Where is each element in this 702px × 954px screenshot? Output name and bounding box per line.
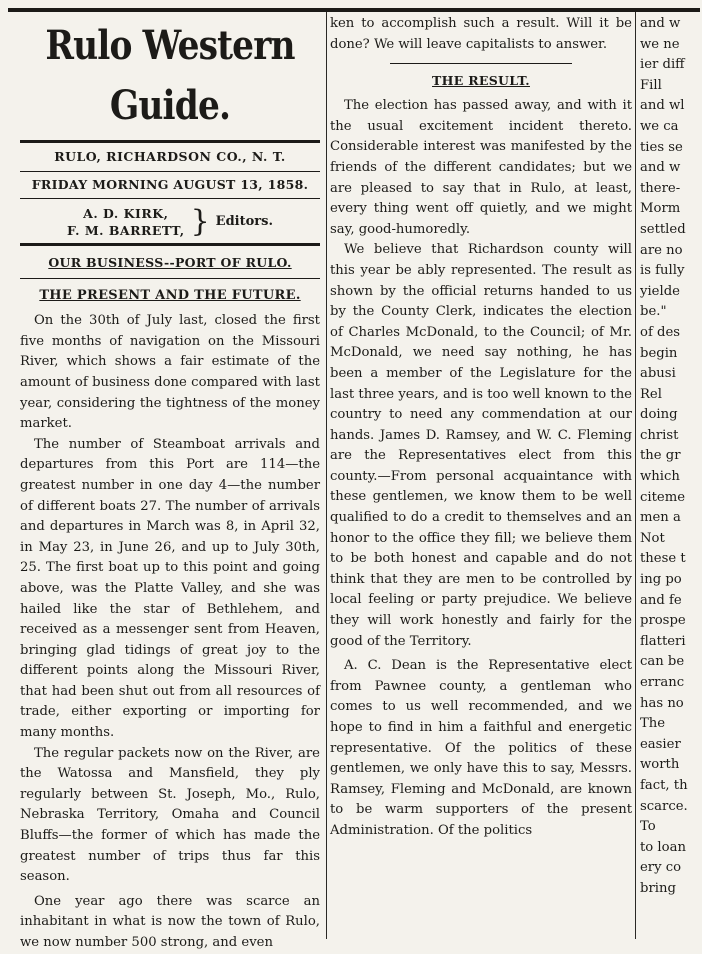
column-3-line: ier diff <box>640 57 685 73</box>
editor-name: F. M. BARRETT, <box>67 223 185 239</box>
column-3-line: has no <box>640 695 684 711</box>
article-continuation: ken to accomplish such a result. Will it be done? We will leave capitalists to answer. <box>330 16 632 52</box>
column-3-line: are no <box>640 242 683 258</box>
brace-glyph: } <box>190 204 210 240</box>
column-3-line: which <box>640 469 680 485</box>
column-3-line: citeme <box>640 489 686 505</box>
column-3-line: and wl <box>640 98 685 114</box>
divider <box>390 63 572 64</box>
divider <box>20 198 320 199</box>
column-3-line: flatteri <box>640 633 686 649</box>
article-paragraph: One year ago there was scarce an inhabitant in what is now the town of Rulo, we now number 500 strong, and even <box>20 893 320 950</box>
article-paragraph: On the 30th of July last, closed the first five months of navigation on the Missouri River, which shows a fair estimate of the amount of business done compared with last year, considering the tightness of the money market. <box>20 313 320 432</box>
divider <box>20 278 320 279</box>
column-3-line: To <box>640 819 656 835</box>
column-3-line: be." <box>640 304 667 320</box>
column-3-line: Not <box>640 530 665 546</box>
column-3-line: men a <box>640 510 681 526</box>
column-3-line: of des <box>640 324 681 340</box>
masthead-rule <box>20 140 320 143</box>
column-3-line: bring <box>640 880 676 896</box>
dateline-date: FRIDAY MORNING AUGUST 13, 1858. <box>31 176 309 192</box>
column-3-line: begin <box>640 345 678 361</box>
column-3-line: easier <box>640 736 681 752</box>
column-3-line: the gr <box>640 448 681 464</box>
column-3-line: there- <box>640 180 681 196</box>
top-rule <box>8 8 700 12</box>
dateline-place: RULO, RICHARDSON CO., N. T. <box>54 149 286 164</box>
column-3-line: we ne <box>640 36 680 52</box>
divider <box>20 171 320 172</box>
editors-block <box>20 205 320 239</box>
column-3-line: is fully <box>640 263 685 279</box>
column-3-line: ery co <box>640 860 682 876</box>
column-3-line: abusi <box>640 366 676 382</box>
divider <box>20 243 320 246</box>
column-3-line: can be <box>640 654 685 670</box>
article-paragraph: The regular packets now on the River, are the Watossa and Mansfield, they ply regularly between St. Joseph, Mo., Rulo, Nebraska Territory, Omaha and Council Bluffs—the former of which has made the greatest number of trips thus far this season. <box>20 745 320 885</box>
article-paragraph: The number of Steamboat arrivals and departures from this Port are 114—the greatest number in one day 4—the number of different boats 27. The number of arrivals and departures in March was 8, in April 32, in May 23, in June 26, and up to July 30th, 25. The first boat up to this point and going above, was the Platte Valley, and she was hailed like the star of Bethlehem, and received as a messenger sent from Heaven, bringing glad tidings of great joy to the different points along the Missouri River, that had been shut out from all resources of trade, either exporting or importing for many months. <box>20 436 320 741</box>
column-3-line: and w <box>640 160 681 176</box>
column-3 <box>640 14 702 939</box>
column-3-line: and w <box>640 16 681 31</box>
editors-label: Editors. <box>215 213 273 229</box>
column-3-line: doing <box>640 407 678 423</box>
column-3-line: settled <box>640 221 686 237</box>
column-rule <box>326 12 327 939</box>
column-3-line: Fill <box>640 77 662 93</box>
column-3-line: yielde <box>640 283 680 299</box>
column-3-line: scarce. <box>640 798 688 814</box>
column-3-line: The <box>640 716 666 732</box>
column-3-line: worth <box>640 757 680 773</box>
column-3-line: erranc <box>640 675 685 690</box>
column-3-line: ties se <box>640 139 683 155</box>
column-3-line: to loan <box>640 839 686 855</box>
article-paragraph: The election has passed away, and with it the usual excitement incident thereto. Considerable interest was manifested by the friends of the different candidates; but we are pleased to say that in Rulo, at least, every thing went off quietly, and we might say, good-humoredly. <box>330 98 632 237</box>
column-3-line: these t <box>640 551 686 567</box>
masthead: Rulo Western Guide. <box>45 22 295 129</box>
column-3-line: fact, th <box>640 777 688 793</box>
column-3-line: and fe <box>640 592 682 608</box>
column-3-line: ing po <box>640 572 682 588</box>
column-rule <box>635 12 636 939</box>
article-heading: THE RESULT. <box>432 73 530 89</box>
article-heading: OUR BUSINESS--PORT OF RULO. <box>48 255 292 271</box>
column-2 <box>330 14 632 939</box>
article-paragraph: We believe that Richardson county will this year be ably represented. The result as shown by the official returns handed to us by the County Clerk, indicates the election of Charles McDonald, to the Council; of Mr. McDonald, we need say nothing, he has been a member of the Legislature for the last three years, and is too well known to the country to need any commendation at our hands. James D. Ramsey, and W. C. Fleming are the Representatives elect from this county.—From personal acquaintance with these gentlemen, we know them to be well qualified to do a credit to themselves and an honor to the office they fill; we believe them to be both honest and capable and do not think that they are men to be controlled by local feeling or party prejudice. We believe they will work honestly and fairly for the good of the Territory. <box>330 242 632 649</box>
article-paragraph: A. C. Dean is the Representative elect from Pawnee county, a gentleman who comes to us well recommended, and we hope to find in him a faithful and energetic representative. Of the politics of these gentlemen, we only have this to say, Messrs. Ramsey, Fleming and McDonald, are known to be warm supporters of the present Administration. Of the politics <box>330 658 632 838</box>
column-1 <box>20 14 320 950</box>
column-3-line: Rel <box>640 386 662 402</box>
column-3-line: we ca <box>640 118 679 134</box>
editor-name: A. D. KIRK, <box>83 206 169 222</box>
column-3-line: prospe <box>640 613 686 629</box>
column-3-line: Morm <box>640 201 681 217</box>
column-3-line: christ <box>640 427 679 443</box>
article-heading: THE PRESENT AND THE FUTURE. <box>39 288 301 304</box>
